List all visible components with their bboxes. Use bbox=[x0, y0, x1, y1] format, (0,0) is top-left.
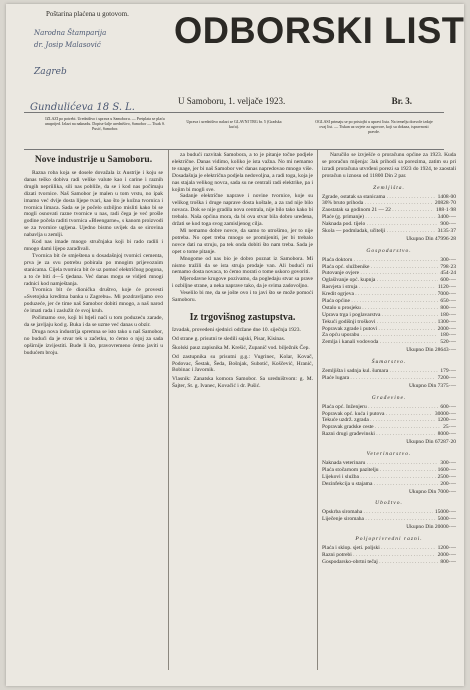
budget-row bbox=[322, 284, 456, 291]
budget-row-label: Razni drugi građevinski . . . bbox=[322, 431, 456, 438]
budget-row-label: Razni potrebi . . . bbox=[322, 552, 456, 559]
budget-row-label: Plaća općine . . . bbox=[322, 298, 456, 305]
article-paragraph: Tvornica bit će dionička društvo, koje će provesti «Svetojska kreditna banka u Zagrebu». Mi pozdravljamo ovo poduzeće, jer će time naš Samobor dobiti mnogo, a naš narod će imati rada i zaslužit će svoj kruh. bbox=[24, 287, 163, 315]
budget-row bbox=[322, 509, 456, 516]
budget-row-amount: 25·— bbox=[443, 424, 456, 431]
budget-row-amount: 1200·— bbox=[437, 544, 456, 551]
budget-row-label: Zaostatak sa godinom 21 — 22 . . . bbox=[322, 207, 456, 214]
budget-row-amount: 650·— bbox=[440, 298, 456, 305]
budget-row-label: Plaća opć. Inženjeru . . . bbox=[322, 404, 456, 411]
article-paragraph: Mjerodavne krugove pozivamo, da pogledaju stvar sa prave i ozbiljne strane, a neka naprave tako, da je svima zadovoljno. bbox=[172, 276, 313, 290]
budget-row bbox=[322, 559, 456, 566]
budget-row bbox=[322, 516, 456, 523]
budget-row bbox=[322, 298, 456, 305]
budget-row bbox=[322, 368, 456, 375]
budget-row-label: Plaće (g. primanje) . . . bbox=[322, 214, 456, 221]
article-paragraph: za budući razvitak Samobora, a to je pitanje točne podjele električne. Danas vidimo, koliko je ista važna. No mi nemamo te snage, jer bi naš Samobor već danas napredovao mnogo više. Dosadašnja je električna podjela nedovoljna, a radi toga, koja je nas stajala velikog novca, sada su ne centrali radi elektrike, pa i kojim bi mogli sve. bbox=[172, 152, 313, 193]
article-paragraph: Druga nova industrija spremna se isto tako u naš Samobor, no budući da je stvar tek u začetku, to ćemo o njoj za sada opširnije izvijestiti. Bude li što, pravovremeno ćemo javiti u budućem broju. bbox=[24, 328, 163, 356]
budget-row-amount: 300·— bbox=[440, 256, 456, 263]
budget-row bbox=[322, 326, 456, 333]
budget-row-amount: 600·— bbox=[440, 403, 456, 410]
report-line: Od zastupnika su prisutni g.g.: Vugrinec, Kolar, Kovač, Podovac, Šestak, Šeda, Bošnjak, Subotić, Koščević, Hranić, Bobinac i Javornik. bbox=[172, 353, 313, 374]
budget-row-label: 30% bruto prihoda . . . bbox=[322, 200, 456, 207]
budget-row bbox=[322, 375, 456, 382]
budget-row bbox=[322, 332, 456, 339]
middle-column bbox=[172, 152, 313, 392]
budget-section-title: Poljoprivredni razni. bbox=[355, 536, 423, 542]
budget-row-label: Tekući godišnji troškovi . . . bbox=[322, 319, 456, 326]
budget-row-label: Gospodarsko-obrtni tečaj . . . bbox=[322, 559, 456, 566]
article-title: Nove industrije u Samoboru. bbox=[34, 155, 153, 165]
budget-row-amount: 20828·70 bbox=[434, 200, 456, 207]
budget-row-amount: 200·— bbox=[440, 480, 456, 487]
budget-row bbox=[322, 404, 456, 411]
budget-row bbox=[322, 312, 456, 319]
budget-row-label: Lijekovi i služba . . . bbox=[322, 474, 456, 481]
budget-row-amount: 300·— bbox=[440, 459, 456, 466]
budget-row-label: Za opću uporabu . . . bbox=[322, 332, 456, 339]
budget-row-amount: 188·1·98 bbox=[435, 207, 456, 214]
budget-row-label: Ostalo u prosjeku . . . bbox=[322, 305, 456, 312]
handwritten-line-2: dr. Josip Malasović bbox=[34, 41, 101, 49]
budget-row-amount: 1600·— bbox=[437, 466, 456, 473]
budget-section-title: Šumarstvo. bbox=[371, 359, 407, 366]
budget-row bbox=[322, 305, 456, 312]
handwritten-line-3: Zagreb bbox=[34, 67, 67, 77]
budget-row bbox=[322, 221, 456, 228]
budget-row-label: Zemlja i kanali vodovoda . . . bbox=[322, 339, 456, 346]
info-box-right: OGLASI primaju se po pristojbi u upravi lista. Na temelju dozvole izdaje ovaj list. — Tiskan uz uvjete za ugovore, koji su dokaza, ispravnosti pravde. bbox=[315, 119, 433, 134]
column-rule-2 bbox=[317, 150, 318, 670]
budget-row bbox=[322, 214, 456, 221]
budget-row-amount: 520·— bbox=[440, 339, 456, 346]
budget-row bbox=[322, 270, 456, 277]
budget-row-amount: 798·23 bbox=[440, 263, 456, 270]
budget-row bbox=[322, 200, 456, 207]
article-paragraph: Sadanje električne naprave i novine tvornice, koje su velikog troška i druge naprave dosta koštale, a za rad nije bilo novaca. Dok se nije gradila nova centrala, nije bilo tako kako bi trebalo. Naša općina mora, da bi ova stvar bila dobro uređena, držati se kod toga svog zamisljenog cilja. bbox=[172, 193, 313, 228]
budget-row-amount: 1200·— bbox=[437, 417, 456, 424]
postage-note: Poštarina plaćena u gotovom. bbox=[46, 10, 129, 18]
budget-section-title: Veterinarstvo. bbox=[366, 451, 412, 458]
budget-section-title: Građevine. bbox=[371, 394, 407, 401]
budget-row-amount: 30000·— bbox=[434, 410, 456, 417]
budget-row-label: Popravak gradske ceste . . . bbox=[322, 424, 456, 431]
budget-section-title: Ubožtvo. bbox=[375, 500, 403, 507]
newspaper-page bbox=[6, 4, 464, 686]
budget-row-amount: 15000·— bbox=[434, 509, 456, 516]
budget-row-amount: 8000·— bbox=[437, 431, 456, 438]
report-intro: Izvadak, provedeni sjednici održane dne 10. siječnja 1923. bbox=[172, 326, 301, 333]
budget-row bbox=[322, 228, 456, 235]
budget-row-label: Naknada veterinaru . . . bbox=[322, 460, 456, 467]
budget-row-label: Zgrade, ostatak sa stanicama . . . bbox=[322, 194, 456, 201]
budget-row-amount: 179·— bbox=[440, 368, 456, 375]
article-paragraph: Tvornica bit će smještena u dosadašnjoj tvornici cementa, prva je za svu potrebu pobirala po mnogim prijevoznim stanicama. Cijela tvornica bit će uz pomoć električnog pogona, a to će biti 4—5 tjedana. Već danas mogu se vidjeti mnogi radnici kod namještanja. bbox=[24, 252, 163, 287]
budget-row bbox=[322, 467, 456, 474]
budget-row bbox=[322, 474, 456, 481]
budget-intro: Naručilo se izvješće o proračunu općine za 1923. Kuda se proračun mijenja: 3ak prihodi sa porezima, zatim su pri izradi proračuna utvrđeni porezi sa 1923 do 1924, te zaostali proračun u iznosu od 11800 Din 2 par. bbox=[322, 152, 456, 179]
info-box-middle: Uprava i uredništvo nalazi se GLAVNI TRG br. 5 (Gradska kuća). bbox=[186, 119, 282, 129]
budget-row-amount: 2500·— bbox=[437, 473, 456, 480]
article-paragraph: Razna roba koja se dosele dovažala iz Austrije i koju se danas teško dobiva radi velike valute kao i carine i raznih drugih nepriilika, sili nas pobliže, da se i kod nas počimaju dizati tvornice. Naš Samobor je malen u tom vrstu, no ipak imamo već dvije dosta lijepe tvari, kao što je kožna tvornica i tvornica limaca. Sada se je počelo ozbiljno misliti kako bi se mogli osnovati razne tvornice u nas, radi čega je već prošle godine počela raditi tvornica «Bleengarne», s kanom proizvodi se za tvornice ugljena. Ujedno bismo uvijek da se sirovina nabavlja u zemlji. bbox=[24, 170, 163, 239]
budget-section-total: Ukupno Din 28643·— bbox=[406, 347, 456, 354]
budget-row-label: Plaća opć. službenike . . . bbox=[322, 264, 456, 271]
budget-row-amount: 7200·— bbox=[437, 374, 456, 381]
meeting-report bbox=[172, 327, 313, 390]
budget-section-total: Ukupno Din 67287·20 bbox=[406, 439, 456, 446]
report-footer: Vlasnik: Zanatska komora Samobor. Sa uredništvom: g. M. Šajter, St. g. Ivanec, Kovačić i dr. Pušić. bbox=[172, 376, 313, 390]
budget-row-label: Rasvjeta i struja . . . bbox=[322, 284, 456, 291]
budget-row-label: Dezinfekcija u stajama . . . bbox=[322, 481, 456, 488]
budget-row-amount: 800·— bbox=[440, 558, 456, 565]
right-column bbox=[322, 152, 456, 566]
budget-row-label: Oglašivanje opć. kupnja . . . bbox=[322, 277, 456, 284]
budget-section-title: Zemljišta. bbox=[373, 184, 405, 191]
budget-row-label: Plaća stočarnom pazitelju . . . bbox=[322, 467, 456, 474]
article-paragraph: Veselilo bi me, da se jošte ovo i to javi što se može pomoći Samoboru. bbox=[172, 290, 313, 304]
handwritten-line-1: Narodna Štamparija bbox=[34, 29, 107, 37]
budget-row-label: Opskrba siromaha . . . bbox=[322, 509, 456, 516]
masthead-title: ODBORSKI LIST bbox=[174, 10, 464, 51]
budget-row-amount: 3135·37 bbox=[437, 227, 456, 234]
budget-row bbox=[322, 339, 456, 346]
budget-row-amount: 180·— bbox=[440, 332, 456, 339]
budget-row-amount: 454·24 bbox=[440, 270, 456, 277]
budget-row-amount: 5000·— bbox=[437, 516, 456, 523]
report-line: Od strane g. prisutni te sledili sajski, Pisar, Kisinas. bbox=[172, 335, 286, 342]
budget-row-label: Plaća doktoru . . . bbox=[322, 257, 456, 264]
budget-row-label: Popravak opć. kuća i putova . . . bbox=[322, 411, 456, 418]
report-line: Školski pauz zapisnika M. Krešić, Zupanič vod. bilježnik Čep. bbox=[172, 344, 310, 351]
budget-row-amount: 1408·00 bbox=[437, 193, 456, 200]
budget-row-label: Naknada pod. tijelo . . . bbox=[322, 221, 456, 228]
budget-row bbox=[322, 291, 456, 298]
budget-row-amount: 1120·— bbox=[437, 284, 456, 291]
budget-row-amount: 7000·— bbox=[437, 291, 456, 298]
budget-row-label: Škola — podmladak, učitelji . . . bbox=[322, 228, 456, 235]
budget-row-amount: 2000·— bbox=[437, 551, 456, 558]
info-box-left: IZLAZI po potrebi. Uredništvo i uprava u Samoboru. — Pretplata se plaća unaprijed. Izlazi na naknadu. Dopise šalje uredništvo, Samobor — Tisak S. Pusić, Samobor. bbox=[44, 116, 166, 131]
budget-sections bbox=[322, 185, 456, 566]
column-rule-1 bbox=[168, 150, 169, 670]
budget-section-title: Gospodarstvo. bbox=[366, 247, 412, 254]
budget-row-label: Popravak zgrade i putovi . . . bbox=[322, 326, 456, 333]
budget-row-label: Plaća i sklop. sjeti. poljski . . . bbox=[322, 545, 456, 552]
section-title: Iz trgovišnog zastupstva. bbox=[189, 311, 296, 323]
budget-row-label: Liječenje siromaha . . . bbox=[322, 516, 456, 523]
budget-row-amount: 180·— bbox=[440, 311, 456, 318]
budget-row-amount: 1300·— bbox=[437, 318, 456, 325]
budget-row bbox=[322, 257, 456, 264]
budget-row-label: Zemljišta i sadnja kul. šumara . . . bbox=[322, 368, 456, 375]
budget-row bbox=[322, 194, 456, 201]
budget-row-label: Kredit ogrjeva . . . bbox=[322, 291, 456, 298]
budget-row bbox=[322, 545, 456, 552]
budget-row bbox=[322, 431, 456, 438]
budget-row-amount: 900·— bbox=[440, 221, 456, 228]
budget-row-amount: 600·— bbox=[440, 277, 456, 284]
budget-row-label: Putovanje ovjere . . . bbox=[322, 270, 456, 277]
info-boxes bbox=[24, 112, 444, 150]
article-paragraph: Počimamo sve, koji bi htjeli naći u tom poduzeću zarade, da se javljaju kod g. Buka i da se uzme već danas u obzir. bbox=[24, 315, 163, 328]
budget-row-label: Plaće lugara . . . bbox=[322, 375, 456, 382]
budget-row bbox=[322, 264, 456, 271]
budget-row bbox=[322, 424, 456, 431]
left-column bbox=[24, 152, 163, 356]
article-paragraph: Kod nas imade mnogo stručnjaka koji bi rado radili i mnogo dami lijepo zarađivali. bbox=[24, 239, 163, 252]
issue-date: U Samoboru, 1. veljače 1923. bbox=[178, 96, 286, 106]
budget-row-label: Tekuće uzdrž. zgrada . . . bbox=[322, 417, 456, 424]
budget-row-amount: 2000·— bbox=[437, 325, 456, 332]
budget-row bbox=[322, 552, 456, 559]
budget-section-total: Ukupno Din 7375·— bbox=[408, 382, 456, 389]
budget-row bbox=[322, 460, 456, 467]
budget-row bbox=[322, 277, 456, 284]
article-paragraph: Mi nemamo dobre novce, da samo to utrošimo, jer to nije potreba. No opet treba mnogo se promijeniti, jer bi trebalo novce dati na struju, pa tek onda dobiti što nam treba. Sada je opet o tome pitanje. bbox=[172, 227, 313, 255]
budget-section-total: Ukupno Din 20000·— bbox=[406, 524, 456, 531]
handwritten-line-4: Gundulićeva 18 S. L. bbox=[30, 102, 135, 113]
article-paragraph: Mnogome od nas bio je dobro poznat iz Samobora. Mi nismo tražili da se ista struja prodaje van. Ali budući mi nemamo dosta novaca, to ćemo morati o tome uskoro govoriti. bbox=[172, 255, 313, 276]
budget-section-total: Ukupno Din 7000·— bbox=[408, 488, 456, 495]
issue-number: Br. 3. bbox=[391, 96, 412, 106]
budget-row bbox=[322, 417, 456, 424]
budget-section-total: Ukupno Din 47996·28 bbox=[406, 235, 456, 242]
budget-row-amount: 800·— bbox=[440, 304, 456, 311]
budget-row-label: Uprava trga i poglavarstva . . . bbox=[322, 312, 456, 319]
budget-row bbox=[322, 411, 456, 418]
budget-row bbox=[322, 207, 456, 214]
budget-row-amount: 3400·— bbox=[437, 214, 456, 221]
budget-row bbox=[322, 481, 456, 488]
budget-row bbox=[322, 319, 456, 326]
